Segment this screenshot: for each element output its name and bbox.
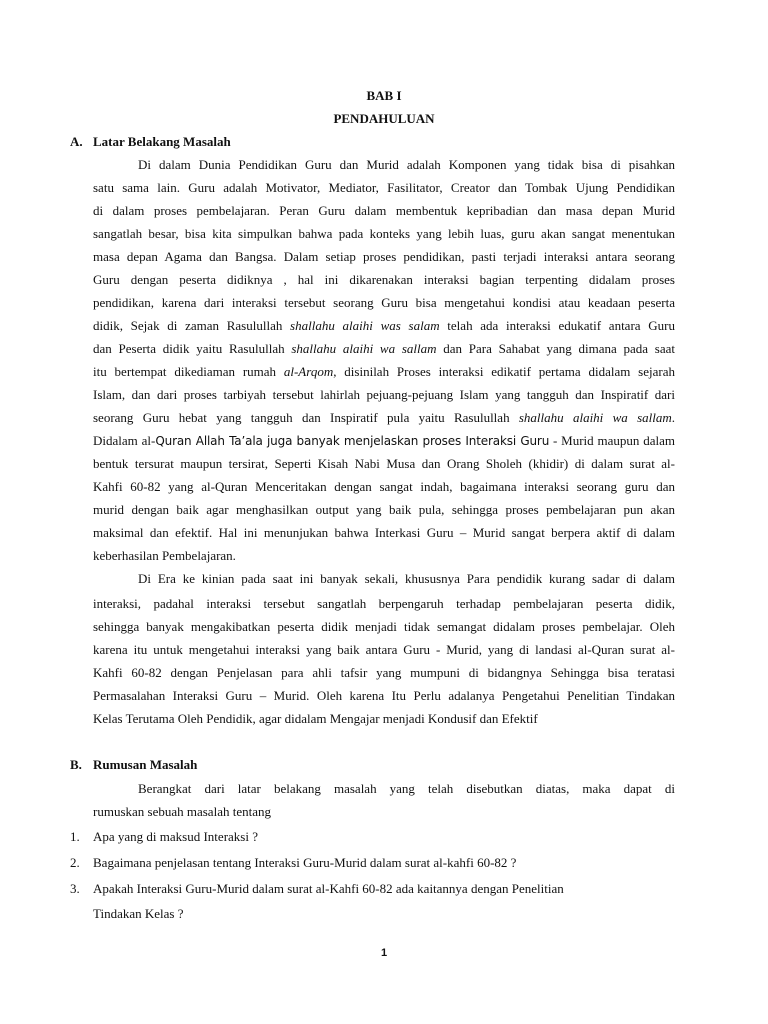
text-line: Kahfi 60-82 yang al-Quran Menceritakan dengan sangat indah, bagaimana interaksi seorang guru dan bbox=[93, 479, 675, 494]
text-run: , disinilah Proses interaksi edikatif pertama didalam sejarah bbox=[333, 364, 675, 379]
text-run: Didalam al- bbox=[93, 433, 156, 448]
sans-serif-run: Quran Allah Ta’ala juga banyak menjelaskan proses Interaksi Guru bbox=[155, 434, 550, 448]
text-line bbox=[93, 340, 675, 358]
section-b-heading bbox=[70, 756, 197, 774]
text-line: bentuk tersurat maupun tersirat, Seperti Kisah Nabi Musa dan Orang Sholeh (khidir) di dalam surat al- bbox=[93, 456, 675, 471]
text-line: Permasalahan Interaksi Guru – Murid. Oleh karena Itu Perlu adalanya Pengetahui Penelitian Tindakan bbox=[93, 688, 675, 703]
text-line: Islam, dan dari proses tarbiyah tersebut lahirlah pejuang-pejuang Islam yang tangguh dan Inspiratif dari bbox=[93, 387, 675, 402]
text-run: dan Peserta didik yaitu Rasulullah bbox=[93, 341, 292, 356]
text-line: murid dengan baik agar menghasilkan output yang baik pula, sehingga proses pembelajaran pun akan bbox=[93, 502, 675, 517]
text-line: Kahfi 60-82 dengan Penjelasan para ahli tafsir yang mumpuni di bidangnya Sehingga bisa teratasi bbox=[93, 665, 675, 680]
text-line: sehingga banyak mengakibatkan peserta didik menjadi tidak semangat didalam proses pembelajar. Oleh bbox=[93, 619, 675, 634]
question-item-2 bbox=[70, 854, 675, 872]
text-line bbox=[93, 432, 675, 450]
text-line: interaksi, padahal interaksi tersebut sangatlah berpengaruh terhadap pembelajaran peserta didik, bbox=[93, 596, 675, 611]
text-run: seorang Guru hebat yang tangguh dan Inspiratif pula yaitu Rasulullah bbox=[93, 410, 519, 425]
question-text: Apakah Interaksi Guru-Murid dalam surat al-Kahfi 60-82 ada kaitannya dengan Penelitian bbox=[93, 881, 564, 896]
text-line: masa depan Agama dan Bangsa. Dalam setiap proses pendidikan, pasti terjadi interaksi antara seorang bbox=[93, 249, 675, 264]
question-number: 2. bbox=[70, 855, 80, 870]
text-line bbox=[93, 363, 675, 381]
text-run: didik, Sejak di zaman Rasulullah bbox=[93, 318, 291, 333]
question-text: Bagaimana penjelasan tentang Interaksi Guru-Murid dalam surat al-kahfi 60-82 ? bbox=[93, 855, 517, 870]
text-line: pendidikan, karena dari interaksi tersebut seorang Guru bisa mengetahui kondisi atau keadaan peserta bbox=[93, 295, 675, 310]
text-run: telah ada interaksi edukatif antara Guru bbox=[439, 318, 675, 333]
page-number: 1 bbox=[380, 947, 388, 959]
text-line bbox=[93, 409, 675, 427]
text-line: di dalam proses pembelajaran. Peran Guru dalam membentuk kepribadian dan masa depan Murid bbox=[93, 203, 675, 218]
question-number: 3. bbox=[70, 881, 80, 896]
section-b-marker: B. bbox=[70, 757, 82, 772]
italic-phrase: shallahu alaihi was salam bbox=[290, 318, 440, 333]
question-text: Apa yang di maksud Interaksi ? bbox=[93, 829, 258, 844]
text-line: karena itu untuk mengetahui interaksi yang baik antara Guru - Murid, yang di landasi al-Quran surat al- bbox=[93, 642, 675, 657]
text-run: - Murid maupun dalam bbox=[549, 433, 675, 448]
rumusan-intro-line: rumuskan sebuah masalah tentang bbox=[93, 804, 271, 819]
italic-phrase: shallahu alaihi wa sallam bbox=[518, 410, 672, 425]
section-a-heading bbox=[70, 133, 231, 151]
text-run: . bbox=[671, 410, 675, 425]
text-line: maksimal dan efektif. Hal ini menunjukan bahwa Interkasi Guru – Murid sangat berpera aktif di dalam bbox=[93, 525, 675, 540]
text-line: satu sama lain. Guru adalah Motivator, Mediator, Fasilitator, Creator dan Tombak Ujung Pendidikan bbox=[93, 180, 675, 195]
text-line bbox=[93, 317, 675, 335]
section-b-title: Rumusan Masalah bbox=[93, 757, 198, 772]
text-run: itu bertempat dikediaman rumah bbox=[93, 364, 284, 379]
question-item-3-continuation: Tindakan Kelas ? bbox=[93, 906, 184, 921]
chapter-number: BAB I bbox=[366, 88, 402, 103]
text-line: Di Era ke kinian pada saat ini banyak sekali, khususnya Para pendidik kurang sadar di dalam bbox=[138, 571, 675, 586]
text-line: Kelas Terutama Oleh Pendidik, agar didalam Mengajar menjadi Kondusif dan Efektif bbox=[93, 711, 538, 726]
question-item-3 bbox=[70, 880, 675, 898]
italic-phrase: shallahu alaihi wa sallam bbox=[291, 341, 437, 356]
text-line: keberhasilan Pembelajaran. bbox=[93, 548, 236, 563]
section-a-title: Latar Belakang Masalah bbox=[93, 134, 231, 149]
question-item-1 bbox=[70, 828, 675, 846]
text-line: sangatlah besar, bisa kita simpulkan bahwa pada konteks yang lebih luas, guru akan sangat menentukan bbox=[93, 226, 675, 241]
question-number: 1. bbox=[70, 829, 80, 844]
text-line: Di dalam Dunia Pendidikan Guru dan Murid adalah Komponen yang tidak bisa di pisahkan bbox=[138, 157, 675, 172]
italic-phrase: al-Arqom bbox=[283, 364, 334, 379]
section-a-marker: A. bbox=[70, 134, 83, 149]
chapter-title: PENDAHULUAN bbox=[333, 111, 435, 126]
text-line: Guru dengan peserta didiknya , hal ini dikarenakan interaksi bagian terpenting didalam proses bbox=[93, 272, 675, 287]
rumusan-intro-line: Berangkat dari latar belakang masalah yang telah disebutkan diatas, maka dapat di bbox=[138, 781, 675, 796]
text-run: dan Para Sahabat yang dimana pada saat bbox=[436, 341, 675, 356]
